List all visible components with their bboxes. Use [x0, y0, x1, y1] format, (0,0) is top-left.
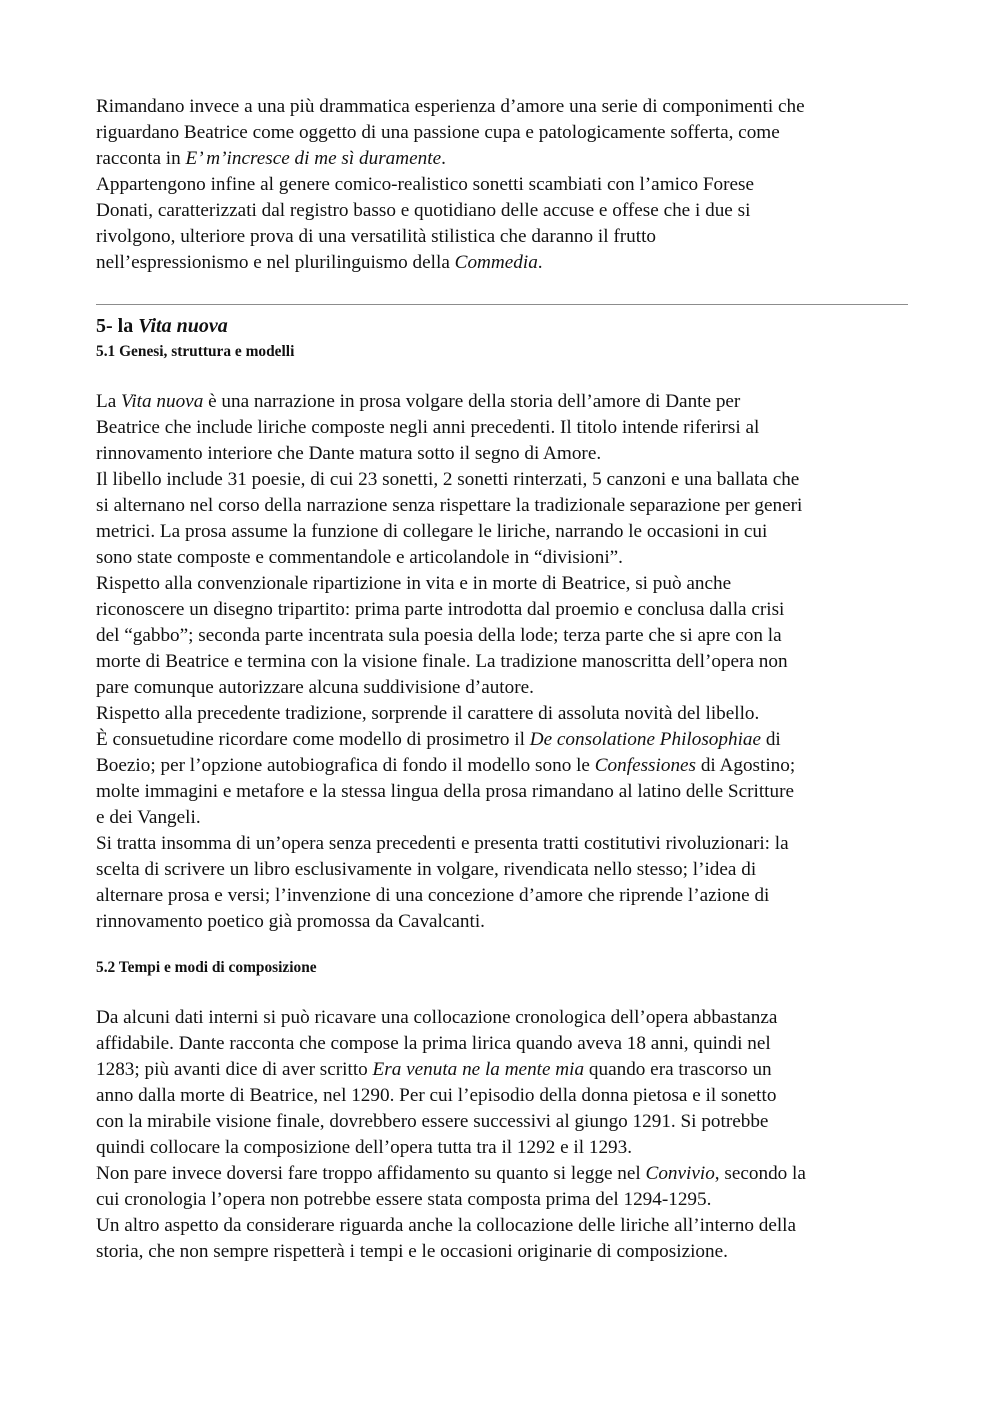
text-line: La Vita nuova è una narrazione in prosa volgare della storia dell’amore di Dante per: [96, 391, 741, 412]
section-heading-genesi: 5.1 Genesi, struttura e modelli: [96, 343, 295, 360]
italic-title: De consolatione Philosophiae: [529, 729, 762, 750]
italic-title: Commedia: [454, 252, 538, 273]
text-line: sono state composte e commentandole e articolandole in “divisioni”.: [96, 547, 623, 568]
italic-title: E’ m’incresce di me sì duramente: [185, 148, 442, 169]
text-line: nell’espressionismo e nel plurilinguismo della Commedia.: [96, 252, 543, 273]
text-line: si alternano nel corso della narrazione senza rispettare la tradizionale separazione per generi: [96, 495, 803, 516]
text-line: anno dalla morte di Beatrice, nel 1290. Per cui l’episodio della donna pietosa e il sonetto: [96, 1085, 777, 1106]
text-line: quindi collocare la composizione dell’opera tutta tra il 1292 e il 1293.: [96, 1137, 633, 1158]
chapter-number-label: 5- la: [96, 315, 134, 337]
text-line: Rimandano invece a una più drammatica esperienza d’amore una serie di componimenti che: [96, 96, 805, 117]
section-heading-tempi: 5.2 Tempi e modi di composizione: [96, 959, 317, 976]
text-line: affidabile. Dante racconta che compose la prima lirica quando aveva 18 anni, quindi nel: [96, 1033, 771, 1054]
text-line: rivolgono, ulteriore prova di una versatilità stilistica che daranno il frutto: [96, 226, 657, 247]
italic-title: Confessiones: [594, 755, 697, 776]
text-line: Da alcuni dati interni si può ricavare una collocazione cronologica dell’opera abbastanza: [96, 1007, 778, 1028]
text-line: Il libello include 31 poesie, di cui 23 sonetti, 2 sonetti rinterzati, 5 canzoni e una ballata che: [96, 469, 800, 490]
text-line: Donati, caratterizzati dal registro basso e quotidiano delle accuse e offese che i due si: [96, 200, 751, 221]
text-line: Appartengono infine al genere comico-realistico sonetti scambiati con l’amico Forese: [96, 174, 755, 195]
chapter-title-italic: Vita nuova: [138, 315, 228, 337]
text-line: riconoscere un disegno tripartito: prima parte introdotta dal proemio e conclusa dalla crisi: [96, 599, 785, 620]
text-line: cui cronologia l’opera non potrebbe essere stata composta prima del 1294-1295.: [96, 1189, 712, 1210]
text-line: Un altro aspetto da considerare riguarda anche la collocazione delle liriche all’interno della: [96, 1215, 797, 1236]
text-line: Rispetto alla convenzionale ripartizione in vita e in morte di Beatrice, si può anche: [96, 573, 732, 594]
italic-title: Era venuta ne la mente mia: [372, 1059, 585, 1080]
text-line: rinnovamento poetico già promossa da Cavalcanti.: [96, 911, 485, 932]
text-line: Boezio; per l’opzione autobiografica di fondo il modello sono le Confessiones di Agostino;: [96, 755, 796, 776]
text-line: morte di Beatrice e termina con la visione finale. La tradizione manoscritta dell’opera non: [96, 651, 788, 672]
intro-paragraph: [96, 94, 908, 276]
text-line: alternare prosa e versi; l’invenzione di una concezione d’amore che riprende l’azione di: [96, 885, 770, 906]
italic-title: Vita nuova: [121, 391, 204, 412]
text-line: storia, che non sempre rispetterà i tempi e le occasioni originarie di composizione.: [96, 1241, 728, 1262]
text-line: Non pare invece doversi fare troppo affidamento su quanto si legge nel Convivio, secondo la: [96, 1163, 806, 1184]
text-line: e dei Vangeli.: [96, 807, 201, 828]
text-line: È consuetudine ricordare come modello di prosimetro il De consolatione Philosophiae di: [96, 729, 781, 750]
document-page: [96, 94, 908, 1265]
text-line: molte immagini e metafore e la stessa lingua della prosa rimandano al latino delle Scritture: [96, 781, 794, 802]
text-line: 1283; più avanti dice di aver scritto Era venuta ne la mente mia quando era trascorso un: [96, 1059, 772, 1080]
text-line: del “gabbo”; seconda parte incentrata sula poesia della lode; terza parte che si apre con la: [96, 625, 782, 646]
text-line: rinnovamento interiore che Dante matura sotto il segno di Amore.: [96, 443, 602, 464]
text-line: racconta in E’ m’incresce di me sì duramente.: [96, 148, 446, 169]
section-2-body: [96, 1005, 908, 1265]
text-line: con la mirabile visione finale, dovrebbero essere successivi al giungo 1291. Si potrebbe: [96, 1111, 769, 1132]
text-line: Rispetto alla precedente tradizione, sorprende il carattere di assoluta novità del libello.: [96, 703, 760, 724]
text-line: riguardano Beatrice come oggetto di una passione cupa e patologicamente sofferta, come: [96, 122, 780, 143]
chapter-title: [96, 313, 908, 339]
text-line: pare comunque autorizzare alcuna suddivisione d’autore.: [96, 677, 534, 698]
italic-title: Convivio: [645, 1163, 715, 1184]
text-line: scelta di scrivere un libro esclusivamente in volgare, rivendicata nello stesso; l’idea di: [96, 859, 757, 880]
text-line: metrici. La prosa assume la funzione di collegare le liriche, narrando le occasioni in cui: [96, 521, 768, 542]
text-line: Si tratta insomma di un’opera senza precedenti e presenta tratti costitutivi rivoluzionari: la: [96, 833, 789, 854]
section-1-body: [96, 389, 908, 935]
section-divider: [96, 304, 908, 305]
text-line: Beatrice che include liriche composte negli anni precedenti. Il titolo intende riferirsi al: [96, 417, 760, 438]
